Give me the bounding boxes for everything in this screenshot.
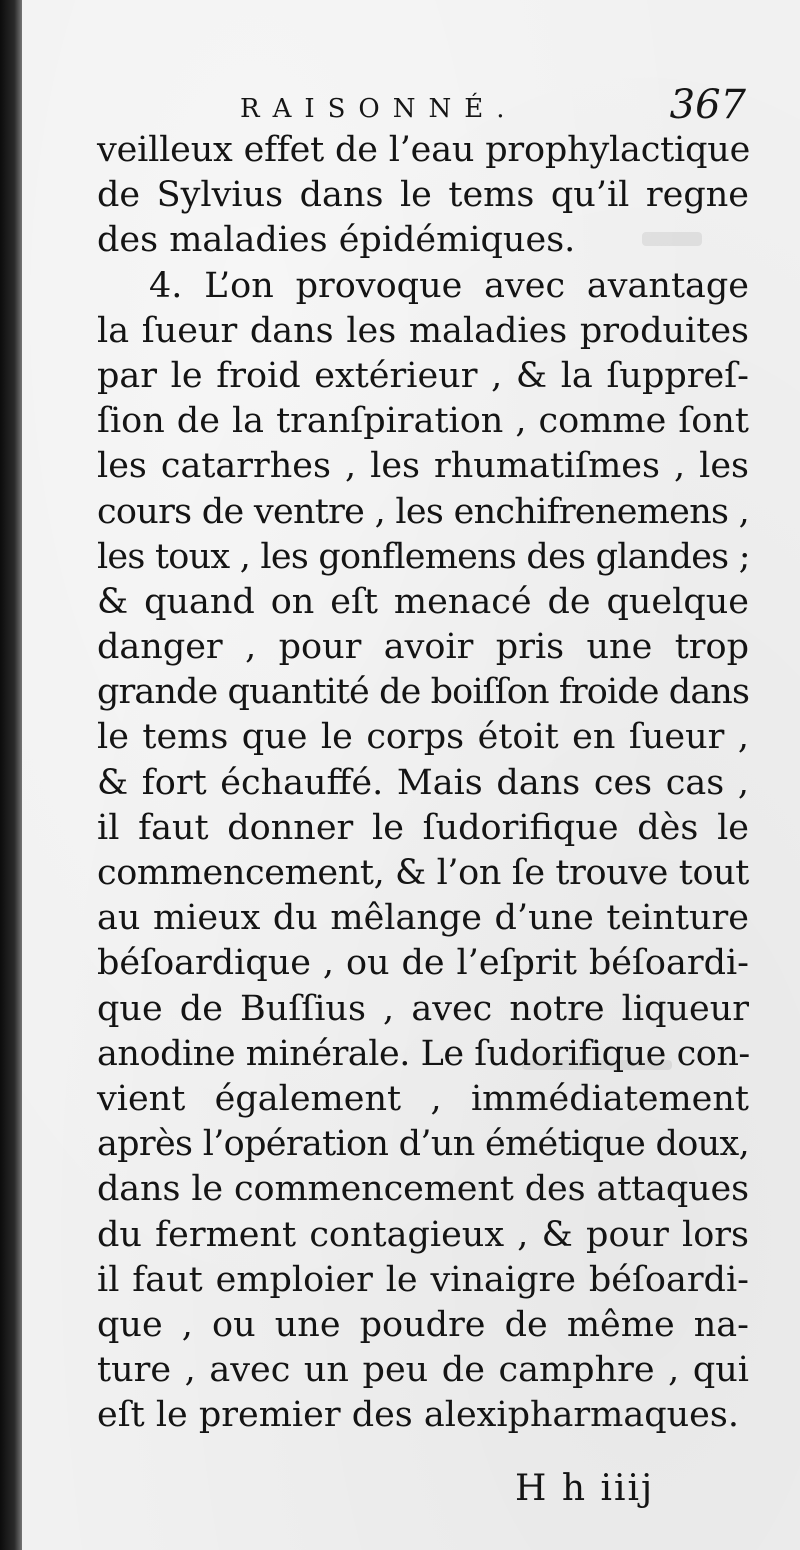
text-line: commencement, & l’on ſe trouve tout	[97, 853, 749, 893]
text-line: veilleux effet de l’eau prophylactique	[97, 130, 751, 170]
text-line: la ſueur dans les maladies produites	[97, 310, 749, 351]
text-line: de Sylvius dans le tems qu’il regne	[97, 175, 749, 216]
text-line: cours de ventre , les enchifrenemens ,	[97, 491, 750, 532]
page-header	[240, 82, 752, 126]
text-line: ſion de la tranſpiration , comme ſont	[97, 401, 749, 442]
body-text	[97, 128, 749, 1438]
text-line: & fort échauffé. Mais dans ces cas ,	[97, 762, 749, 803]
text-line: il faut emploier le vinaigre béſoardi-	[97, 1259, 749, 1300]
text-line: les toux , les gonflemens des glandes ;	[97, 536, 750, 577]
text-line: & quand on eſt menacé de quelque	[97, 581, 749, 622]
text-line: vient également , immédiatement	[97, 1078, 749, 1119]
scan-border	[0, 0, 24, 1550]
signature-mark: H h iiij	[515, 1468, 655, 1509]
text-line: que , ou une poudre de même na-	[97, 1304, 749, 1345]
text-line: des maladies épidémiques.	[97, 220, 576, 261]
page-number: 367	[669, 82, 746, 128]
text-line: eſt le premier des alexipharmaques.	[97, 1395, 739, 1436]
text-line: les catarrhes , les rhumatiſmes , les	[97, 446, 749, 487]
text-line: ture , avec un peu de camphre , qui	[97, 1350, 749, 1391]
text-line: après l’opération d’un émétique doux,	[97, 1124, 750, 1165]
book-page	[22, 0, 800, 1550]
text-line: grande quantité de boiſſon froide dans	[97, 672, 750, 713]
text-line: le tems que le corps étoit en ſueur ,	[97, 717, 749, 758]
running-head: RAISONNÉ.	[240, 94, 518, 124]
text-line: danger , pour avoir pris une trop	[97, 627, 749, 668]
text-line: par le froid extérieur , & la ſuppreſ-	[97, 355, 749, 396]
text-line: anodine minérale. Le ſudorifique con-	[97, 1033, 750, 1074]
text-line: au mieux du mêlange d’une teinture	[97, 898, 749, 939]
text-line: dans le commencement des attaques	[97, 1169, 749, 1210]
text-line: il faut donner le ſudorifique dès le	[97, 807, 749, 848]
text-line: béſoardique , ou de l’eſprit béſoardi-	[97, 943, 749, 984]
text-line: que de Buſſius , avec notre liqueur	[97, 988, 749, 1029]
text-line: du ferment contagieux , & pour lors	[97, 1214, 749, 1255]
text-line: 4. L’on provoque avec avantage	[149, 265, 749, 306]
